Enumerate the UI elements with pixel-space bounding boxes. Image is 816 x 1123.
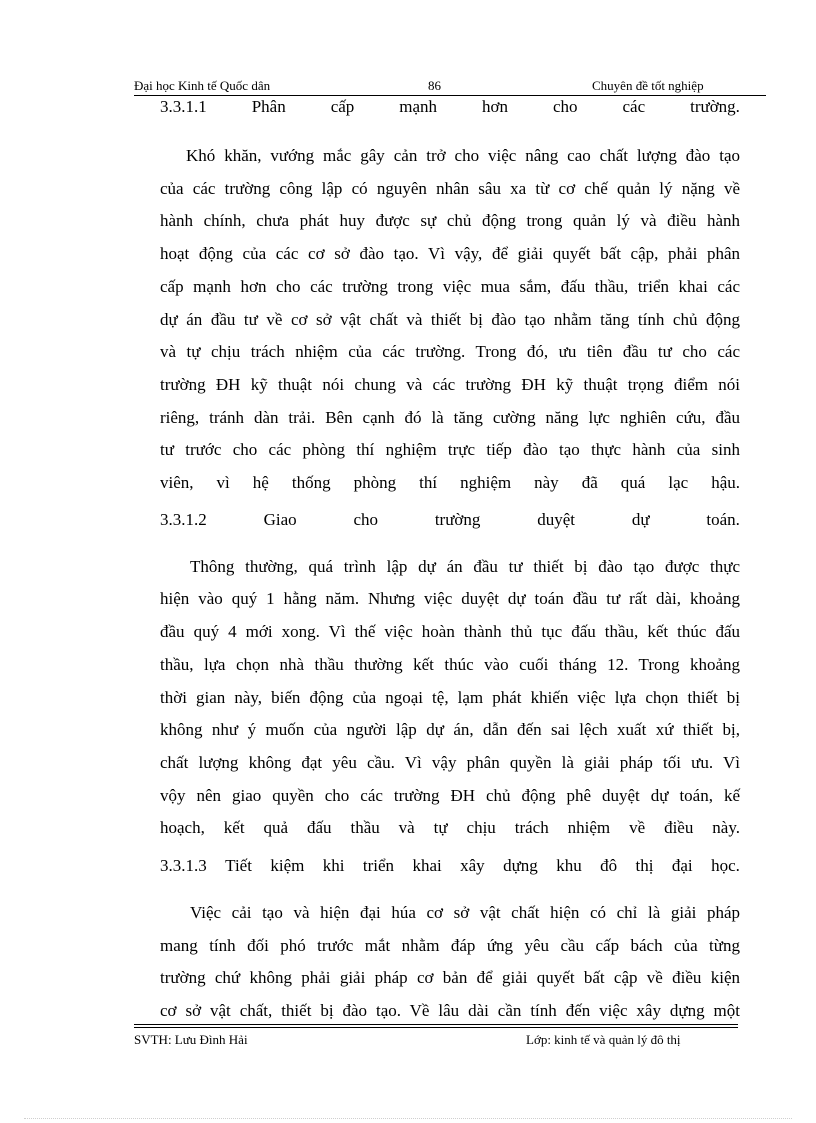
heading-word: Giao bbox=[263, 509, 297, 529]
heading-word: Phân bbox=[251, 97, 286, 116]
header-university: Đại học Kinh tế Quốc dân bbox=[134, 78, 271, 93]
heading-word: kiệm bbox=[270, 856, 305, 876]
paragraph-line: hành chính, chưa phát huy được sự chủ động trong quản lý và điều hành bbox=[160, 211, 740, 231]
heading-word: 3.3.1.3 bbox=[160, 856, 207, 876]
paragraph-line: của các trường công lập có nguyên nhân sâu xa từ cơ chế quản lý nặng về bbox=[160, 178, 740, 198]
heading-word: cấp bbox=[330, 97, 355, 116]
paragraph-line: mang tính đối phó trước mắt nhằm đáp ứng yêu cầu cấp bách của từng bbox=[160, 935, 740, 955]
paragraph-line: thời gian này, biến động của ngoại tệ, lạm phát khiến việc lựa chọn thiết bị bbox=[160, 687, 740, 707]
paragraph-line: vộy nên giao quyền cho các trường ĐH chủ động phê duyệt dự toán, kế bbox=[160, 785, 740, 805]
page-bottom-edge bbox=[24, 1118, 792, 1119]
footer-rule bbox=[134, 1024, 738, 1025]
heading-word: khi bbox=[322, 856, 345, 876]
section-paragraph-3-3-1-3 bbox=[160, 897, 740, 1028]
heading-word: duyệt bbox=[537, 509, 576, 529]
heading-word: dự bbox=[631, 509, 650, 529]
heading-word: thị bbox=[635, 856, 654, 876]
section-heading-3-3-1-1 bbox=[160, 91, 740, 123]
paragraph-line: và tự chịu trách nhiệm của các trường. Trong đó, ưu tiên đầu tư cho các bbox=[160, 342, 740, 362]
paragraph-line: trường ĐH kỹ thuật nói chung và các trường ĐH kỹ thuật trọng điểm nói bbox=[160, 374, 740, 394]
document-body bbox=[160, 90, 740, 1028]
heading-word: xây bbox=[460, 856, 485, 876]
heading-word: toán. bbox=[706, 509, 740, 529]
paragraph-line: tư trước cho các phòng thí nghiệm trực tiếp đào tạo thực hành của sinh bbox=[160, 440, 740, 460]
header-page-number: 86 bbox=[428, 78, 441, 93]
heading-word: học. bbox=[711, 856, 740, 876]
heading-word: dựng bbox=[503, 856, 538, 876]
section-paragraph-3-3-1-1 bbox=[160, 140, 740, 500]
heading-word: trường. bbox=[690, 97, 740, 116]
heading-word: cho bbox=[552, 97, 578, 116]
section-paragraph-3-3-1-2 bbox=[160, 551, 740, 845]
heading-word: 3.3.1.1 bbox=[160, 97, 207, 116]
heading-word: các bbox=[622, 97, 646, 116]
paragraph-line: riêng, tránh dàn trải. Bên cạnh đó là tăng cường năng lực nghiên cứu, đầu bbox=[160, 407, 740, 427]
paragraph-line: hiện vào quý 1 hằng năm. Nhưng việc duyệt dự toán đầu tư rất dài, khoảng bbox=[160, 589, 740, 609]
paragraph-line: hoạt động của các cơ sở đào tạo. Vì vậy, để giải quyết bất cập, phải phân bbox=[160, 244, 740, 264]
paragraph-line: trường chứ không phải giải pháp cơ bản để giải quyết bất cập về điều kiện bbox=[160, 968, 740, 988]
section-heading-3-3-1-2 bbox=[160, 504, 740, 536]
paragraph-line: Khó khăn, vướng mắc gây cản trở cho việc nâng cao chất lượng đào tạo bbox=[186, 146, 740, 165]
heading-word: cho bbox=[353, 509, 378, 529]
heading-word: trường bbox=[434, 509, 481, 529]
paragraph-line: Việc cải tạo và hiện đại húa cơ sở vật chất hiện có chỉ là giải pháp bbox=[190, 903, 740, 923]
heading-word: khai bbox=[412, 856, 442, 876]
paragraph-line: hoạch, kết quả đấu thầu và tự chịu trách nhiệm về điều này. bbox=[160, 818, 740, 838]
section-heading-3-3-1-3 bbox=[160, 850, 740, 882]
footer-student: SVTH: Lưu Đình Hải bbox=[134, 1032, 248, 1047]
paragraph-line: chất lượng không đạt yêu cầu. Vì vậy phân quyền là giải pháp tối ưu. Vì bbox=[160, 752, 740, 772]
heading-word: mạnh bbox=[399, 97, 438, 116]
heading-word: 3.3.1.2 bbox=[160, 509, 207, 529]
paragraph-line: thầu, lựa chọn nhà thầu thường kết thúc vào cuối tháng 12. Trong khoảng bbox=[160, 654, 740, 674]
heading-word: khu bbox=[556, 856, 582, 876]
heading-word: đô bbox=[600, 856, 618, 876]
paragraph-line: viên, vì hệ thống phòng thí nghiệm này đã quá lạc hậu. bbox=[160, 473, 740, 493]
header-document-type: Chuyên đề tốt nghiệp bbox=[592, 78, 704, 93]
heading-word: triển bbox=[362, 856, 395, 876]
paragraph-line: Thông thường, quá trình lập dự án đầu tư thiết bị đào tạo được thực bbox=[190, 556, 740, 576]
paragraph-line: đầu quý 4 mới xong. Vì thế việc hoàn thành thủ tục đấu thầu, kết thúc đấu bbox=[160, 622, 740, 642]
footer-rule bbox=[134, 1027, 738, 1028]
paragraph-line: cấp mạnh hơn cho các trường trong việc mua sắm, đấu thầu, triển khai các bbox=[160, 276, 740, 296]
footer-class: Lớp: kinh tế và quản lý đô thị bbox=[526, 1032, 681, 1047]
heading-word: hơn bbox=[482, 97, 508, 116]
heading-word: đại bbox=[671, 856, 693, 876]
paragraph-line: không như ý muốn của người lập dự án, dẫn đến sai lệch xuất xứ thiết bị, bbox=[160, 720, 740, 740]
heading-word: Tiết bbox=[225, 856, 252, 876]
paragraph-line: dự án đầu tư về cơ sở vật chất và thiết bị đào tạo nhằm tăng tính chủ động bbox=[160, 309, 740, 329]
paragraph-line: cơ sở vật chất, thiết bị đào tạo. Về lâu dài cần tính đến việc xây dựng một bbox=[160, 1001, 740, 1021]
